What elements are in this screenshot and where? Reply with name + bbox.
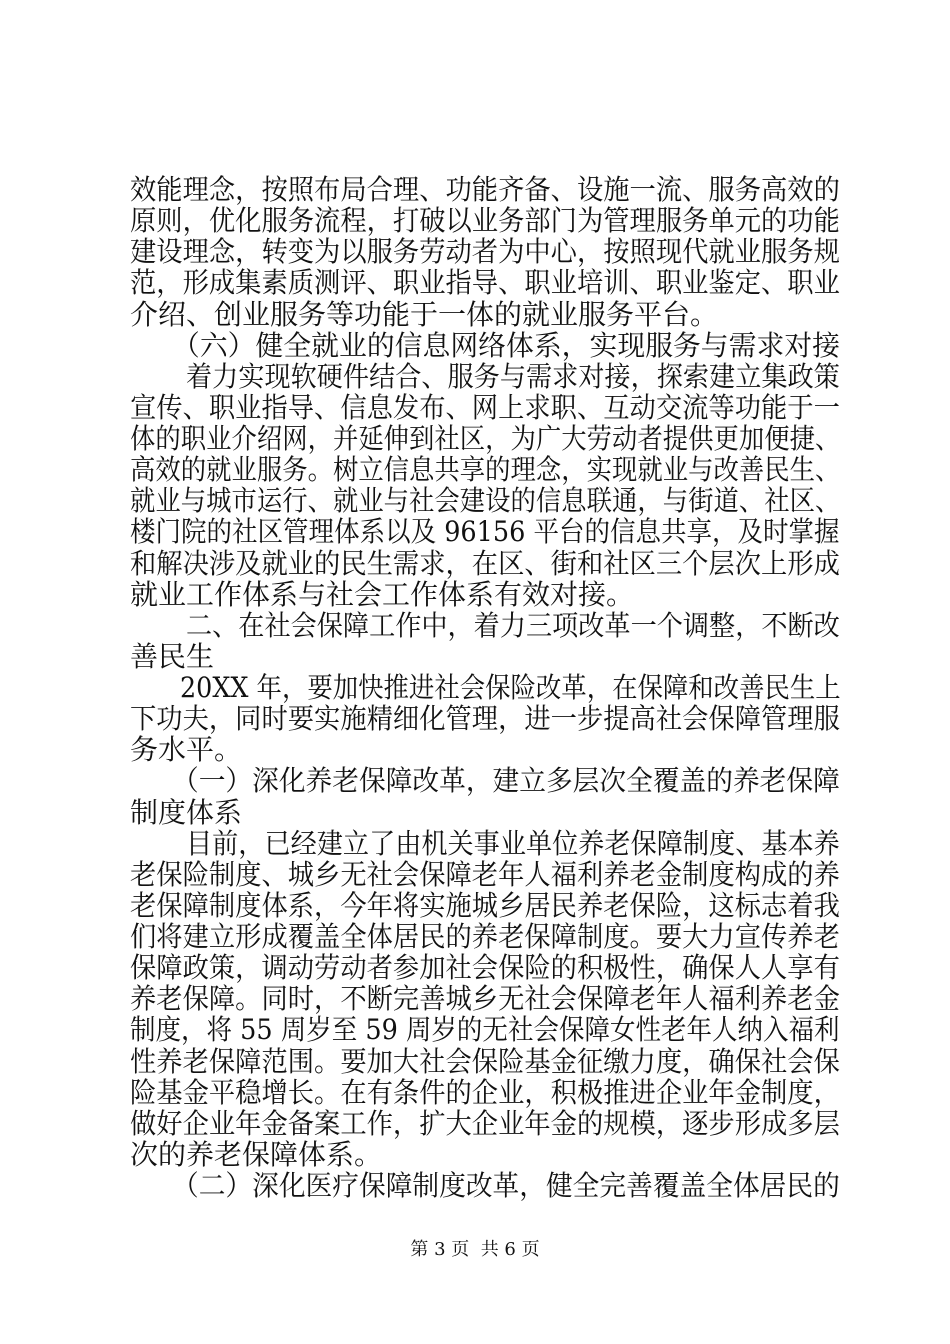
text-line: 养老保障。同时，不断完善城乡无社会保障老年人福利养老金 <box>130 982 840 1015</box>
text-line: 建设理念，转变为以服务劳动者为中心，按照现代就业服务规 <box>130 235 840 268</box>
section-heading: （二）深化医疗保障制度改革，健全完善覆盖全体居民的 <box>172 1169 840 1202</box>
section-heading: 善民生 <box>130 640 215 673</box>
text-line: 制度，将 55 周岁至 59 周岁的无社会保障女性老年人纳入福利 <box>130 1013 840 1046</box>
text-line: 范，形成集素质测评、职业指导、职业培训、职业鉴定、职业 <box>130 266 840 299</box>
text-line: 做好企业年金备案工作，扩大企业年金的规模，逐步形成多层 <box>130 1107 840 1140</box>
text-line: 老保障制度体系，今年将实施城乡居民养老保险，这标志着我 <box>130 889 840 922</box>
text-line: 次的养老保障体系。 <box>130 1138 383 1171</box>
text-line: 保障政策，调动劳动者参加社会保险的积极性，确保人人享有 <box>130 951 840 984</box>
text-line: 就业工作体系与社会工作体系有效对接。 <box>130 578 635 611</box>
text-line: 下功夫，同时要实施精细化管理，进一步提高社会保障管理服 <box>130 702 840 735</box>
section-heading: 制度体系 <box>130 796 243 829</box>
text-line: 楼门院的社区管理体系以及 96156 平台的信息共享，及时掌握 <box>130 515 840 548</box>
text-line: 体的职业介绍网，并延伸到社区，为广大劳动者提供更加便捷、 <box>130 422 841 455</box>
text-line: 着力实现软硬件结合、服务与需求对接，探索建立集政策 <box>186 360 840 393</box>
text-line: 和解决涉及就业的民生需求，在区、街和社区三个层次上形成 <box>130 547 840 580</box>
text-line: 老保险制度、城乡无社会保障老年人福利养老金制度构成的养 <box>130 858 840 891</box>
text-line: 目前，已经建立了由机关事业单位养老保障制度、基本养 <box>186 827 840 860</box>
section-heading: （六）健全就业的信息网络体系，实现服务与需求对接 <box>172 329 840 362</box>
text-line: 原则，优化服务流程，打破以业务部门为管理服务单元的功能 <box>130 204 840 237</box>
text-line: 性养老保障范围。要加大社会保险基金征缴力度，确保社会保 <box>130 1045 840 1078</box>
page-footer: 第 3 页 共 6 页 <box>410 1239 540 1260</box>
text-line: 宣传、职业指导、信息发布、网上求职、互动交流等功能于一 <box>130 391 840 424</box>
text-line: 就业与城市运行、就业与社会建设的信息联通，与街道、社区、 <box>130 484 841 517</box>
text-line: 险基金平稳增长。在有条件的企业，积极推进企业年金制度， <box>130 1076 840 1109</box>
text-line: 效能理念，按照布局合理、功能齐备、设施一流、服务高效的 <box>130 173 840 206</box>
text-line: 介绍、创业服务等功能于一体的就业服务平台。 <box>130 298 719 331</box>
text-line: 务水平。 <box>130 733 243 766</box>
text-line: 20XX 年，要加快推进社会保险改革，在保障和改善民生上 <box>180 671 841 704</box>
section-heading: 二、在社会保障工作中，着力三项改革一个调整，不断改 <box>186 609 840 642</box>
text-line: 们将建立形成覆盖全体居民的养老保障制度。要大力宣传养老 <box>130 920 840 953</box>
section-heading: （一）深化养老保障改革，建立多层次全覆盖的养老保障 <box>172 764 840 797</box>
text-line: 高效的就业服务。树立信息共享的理念，实现就业与改善民生、 <box>130 453 841 486</box>
